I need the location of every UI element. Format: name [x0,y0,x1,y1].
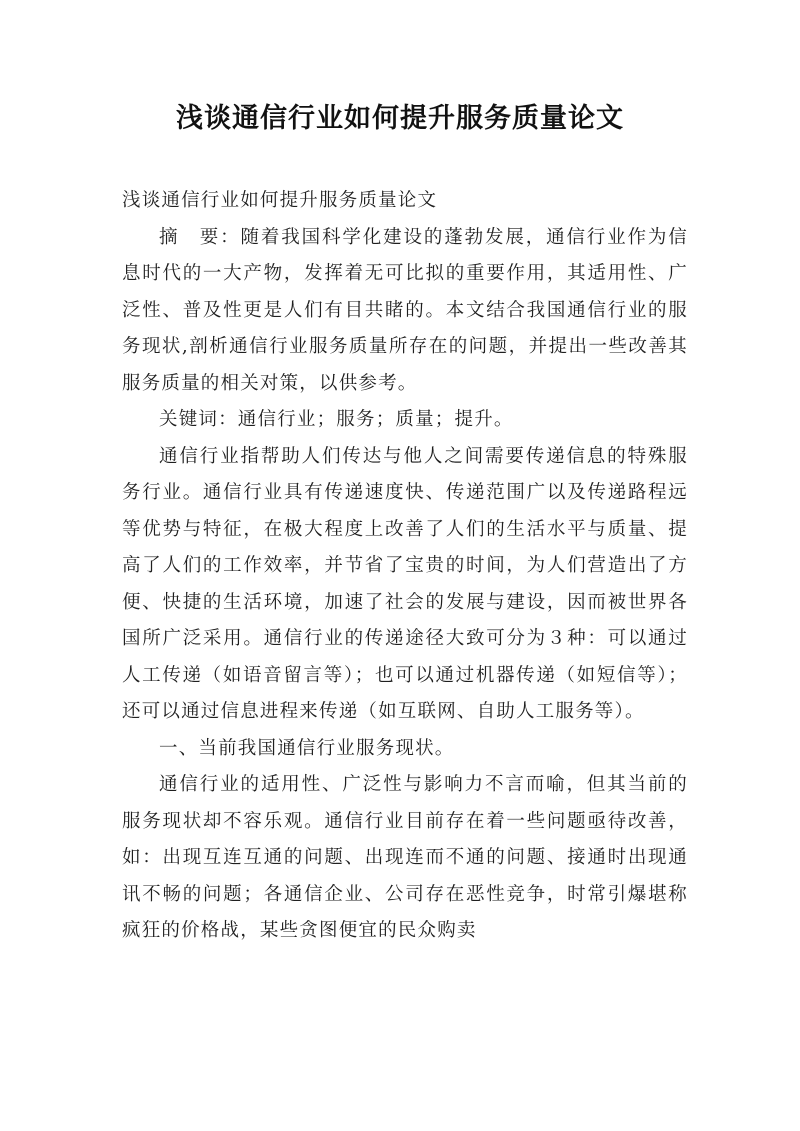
intro-paragraph: 通信行业指帮助人们传达与他人之间需要传递信息的特殊服务行业。通信行业具有传递速度快、传递范围广以及传递路程远等优势与特征，在极大程度上改善了人们的生活水平与质量、提高了人们的工作效率，并节省了宝贵的时间，为人们营造出了方便、快捷的生活环境，加速了社会的发展与建设，因而被世界各国所广泛采用。通信行业的传递途径大致可分为３种：可以通过人工传递（如语音留言等）；也可以通过机器传递（如短信等）；还可以通过信息进程来传递（如互联网、自助人工服务等）。 [122,445,688,722]
document-title: 浅谈通信行业如何提升服务质量论文 [176,103,624,134]
section-heading: 一、当前我国通信行业服务现状。 [159,737,455,759]
document-body [122,183,688,950]
document-subtitle: 浅谈通信行业如何提升服务质量论文 [122,190,438,211]
abstract-paragraph: 摘 要：随着我国科学化建设的蓬勃发展，通信行业作为信息时代的一大产物，发挥着无可比拟的重要作用，其适用性、广泛性、普及性更是人们有目共睹的。本文结合我国通信行业的服务现状,剖析通信行业服务质量所存在的问题，并提出一些改善其服务质量的相关对策，以供参考。 [122,226,688,394]
status-paragraph: 通信行业的适用性、广泛性与影响力不言而喻，但其当前的服务现状却不容乐观。通信行业目前存在着一些问题亟待改善，如：出现互连互通的问题、出现连而不通的问题、接通时出现通讯不畅的问题；各通信企业、公司存在恶性竞争，时常引爆堪称疯狂的价格战，某些贪图便宜的民众购卖 [122,774,688,941]
keywords-paragraph: 关键词：通信行业；服务；质量；提升。 [159,409,514,430]
